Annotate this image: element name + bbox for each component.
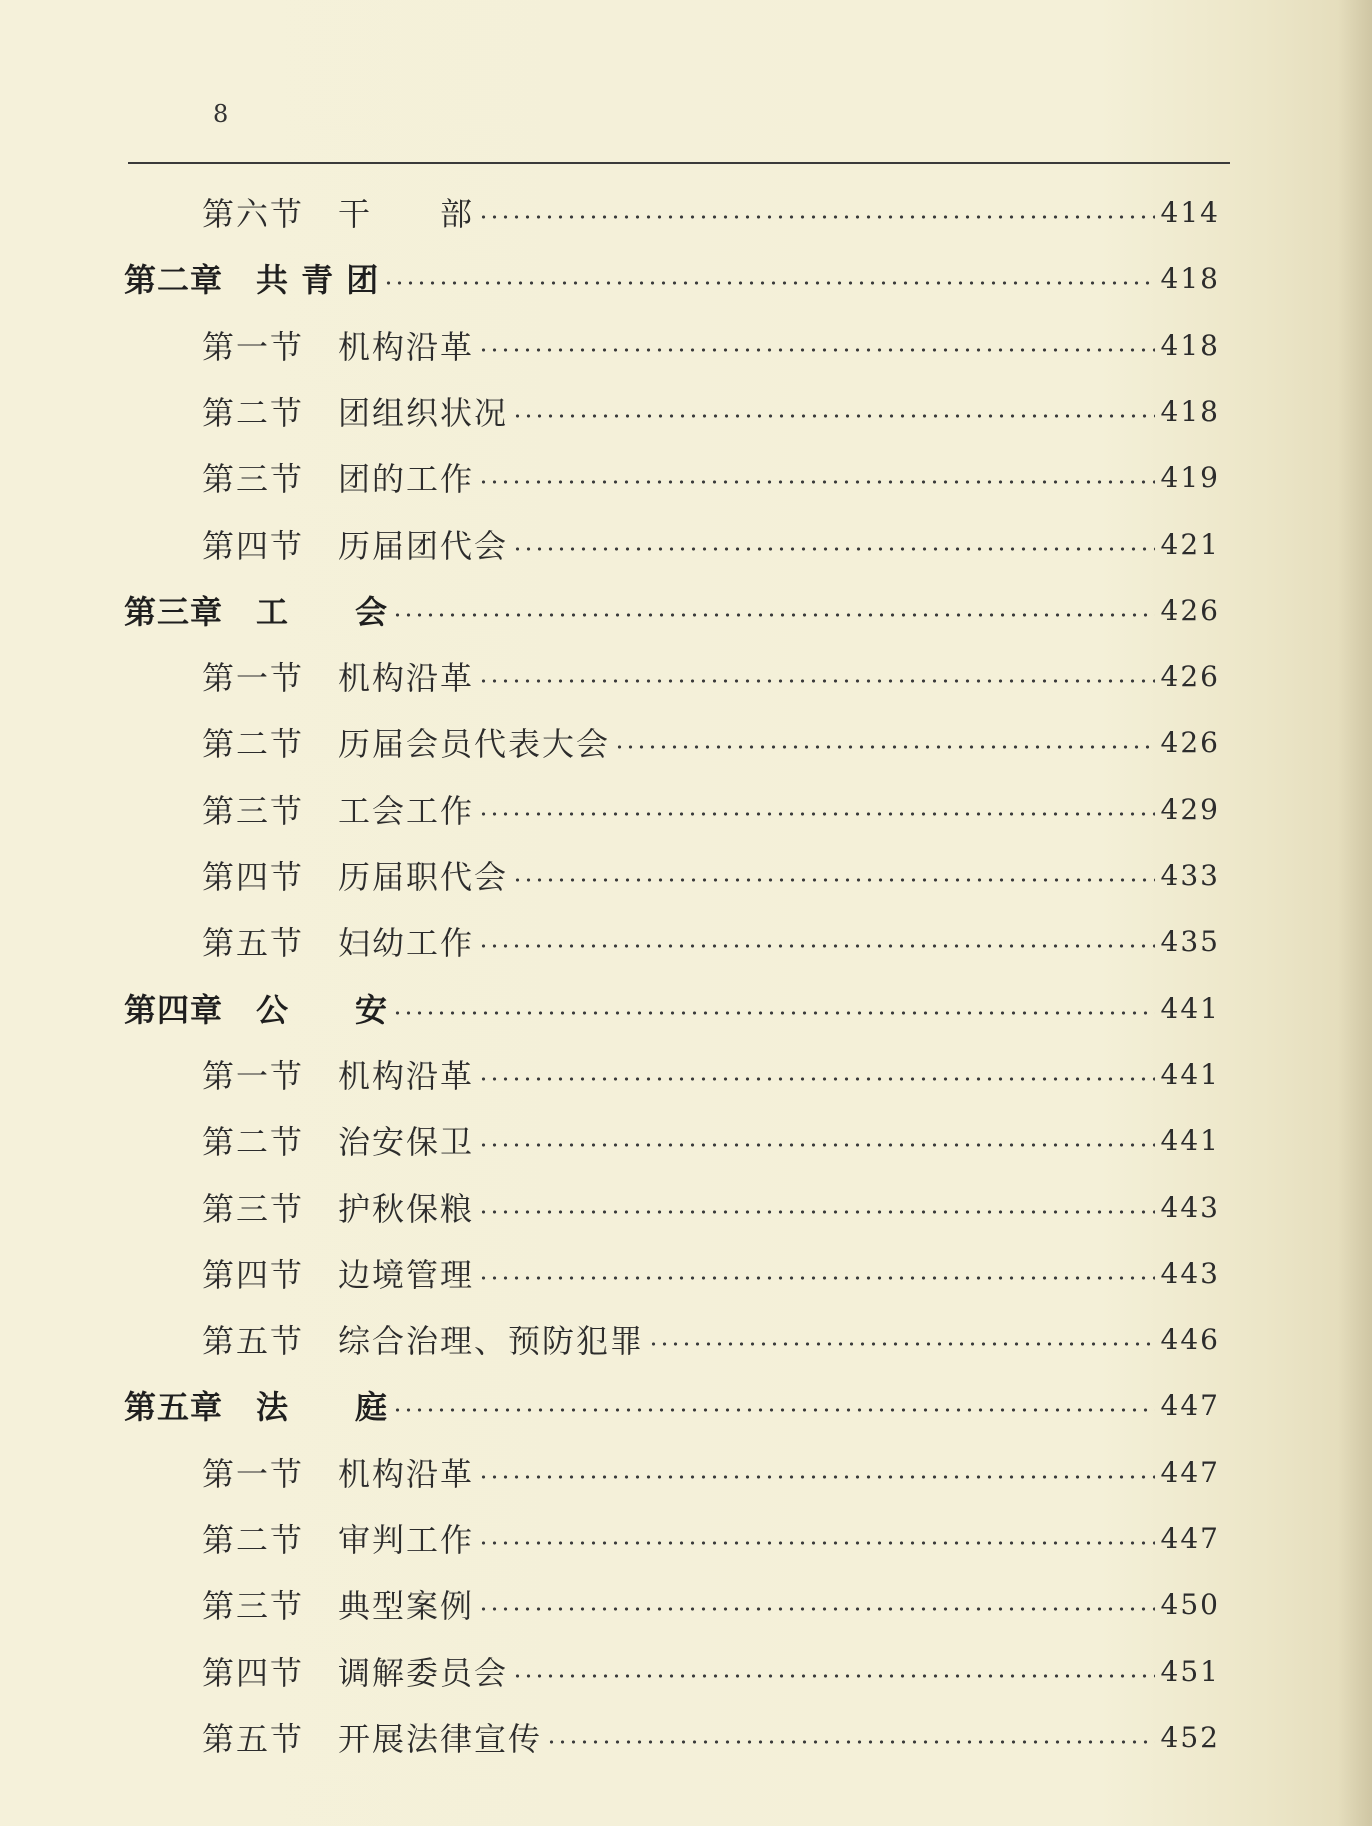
toc-entry-page: 429 xyxy=(1160,792,1220,826)
toc-entry-title: 第五节 开展法律宣传 xyxy=(202,1720,543,1758)
toc-entry-title: 第三章 工 会 xyxy=(124,593,389,631)
toc-section-entry xyxy=(0,787,1220,831)
dot-leader xyxy=(478,1474,1155,1480)
toc-entry-title: 第一节 机构沿革 xyxy=(202,659,475,697)
dot-leader xyxy=(478,1606,1155,1612)
toc-entry-page: 452 xyxy=(1160,1720,1220,1754)
dot-leader xyxy=(478,1142,1155,1148)
toc-section-entry xyxy=(0,1185,1220,1229)
toc-section-entry xyxy=(0,720,1220,764)
toc-entry-page: 447 xyxy=(1160,1521,1220,1555)
toc-entry-title: 第三节 团的工作 xyxy=(202,460,475,498)
toc-entry-title: 第二章 共 青 团 xyxy=(124,261,380,299)
toc-entry-title: 第二节 团组织状况 xyxy=(202,394,509,432)
toc-entry-title: 第六节 干 部 xyxy=(202,195,475,233)
dot-leader xyxy=(512,546,1155,552)
toc-entry-page: 421 xyxy=(1160,527,1220,561)
toc-entry-page: 446 xyxy=(1160,1322,1220,1356)
toc-section-entry xyxy=(0,919,1220,963)
dot-leader xyxy=(478,943,1155,949)
toc-section-entry xyxy=(0,190,1220,234)
toc-entry-page: 426 xyxy=(1160,593,1220,627)
toc-entry-page: 426 xyxy=(1160,725,1220,759)
toc-entry-page: 443 xyxy=(1160,1190,1220,1224)
toc-section-entry xyxy=(0,1118,1220,1162)
toc-section-entry xyxy=(0,1516,1220,1560)
dot-leader xyxy=(478,1209,1155,1215)
toc-section-entry xyxy=(0,323,1220,367)
toc-entry-title: 第四节 历届职代会 xyxy=(202,858,509,896)
toc-entry-page: 426 xyxy=(1160,659,1220,693)
dot-leader xyxy=(512,877,1155,883)
dot-leader xyxy=(478,678,1155,684)
toc-entry-page: 441 xyxy=(1160,1123,1220,1157)
toc-entry-title: 第四节 调解委员会 xyxy=(202,1654,509,1692)
toc-section-entry xyxy=(0,1715,1220,1759)
toc-entry-title: 第二节 历届会员代表大会 xyxy=(202,725,611,763)
toc-section-entry xyxy=(0,1251,1220,1295)
toc-entry-page: 447 xyxy=(1160,1455,1220,1489)
toc-section-entry xyxy=(0,1450,1220,1494)
toc-entry-title: 第三节 工会工作 xyxy=(202,792,475,830)
toc-entry-page: 435 xyxy=(1160,924,1220,958)
toc-section-entry xyxy=(0,1052,1220,1096)
toc-section-entry xyxy=(0,455,1220,499)
toc-entry-page: 418 xyxy=(1160,261,1220,295)
toc-entry-title: 第五节 综合治理、预防犯罪 xyxy=(202,1322,645,1360)
dot-leader xyxy=(392,1407,1155,1413)
toc-entry-page: 433 xyxy=(1160,858,1220,892)
dot-leader xyxy=(392,612,1155,618)
dot-leader xyxy=(512,413,1155,419)
toc-section-entry xyxy=(0,1582,1220,1626)
toc-entry-page: 443 xyxy=(1160,1256,1220,1290)
toc-section-entry xyxy=(0,389,1220,433)
toc-section-entry xyxy=(0,853,1220,897)
toc-entry-page: 418 xyxy=(1160,328,1220,362)
dot-leader xyxy=(478,347,1155,353)
toc-chapter-entry xyxy=(0,256,1220,300)
dot-leader xyxy=(648,1341,1155,1347)
dot-leader xyxy=(478,479,1155,485)
toc-entry-title: 第四节 边境管理 xyxy=(202,1256,475,1294)
dot-leader xyxy=(546,1739,1155,1745)
toc-entry-title: 第五节 妇幼工作 xyxy=(202,924,475,962)
toc-entry-title: 第五章 法 庭 xyxy=(124,1388,389,1426)
toc-chapter-entry xyxy=(0,986,1220,1030)
toc-section-entry xyxy=(0,1317,1220,1361)
toc-section-entry xyxy=(0,522,1220,566)
toc-entry-title: 第一节 机构沿革 xyxy=(202,1057,475,1095)
dot-leader xyxy=(478,811,1155,817)
toc-entry-page: 441 xyxy=(1160,1057,1220,1091)
toc-entry-page: 414 xyxy=(1160,195,1220,229)
toc-entry-title: 第三节 典型案例 xyxy=(202,1587,475,1625)
toc-entry-page: 418 xyxy=(1160,394,1220,428)
toc-entry-title: 第四节 历届团代会 xyxy=(202,527,509,565)
toc-entry-page: 451 xyxy=(1160,1654,1220,1688)
dot-leader xyxy=(478,214,1155,220)
toc-entry-page: 450 xyxy=(1160,1587,1220,1621)
dot-leader xyxy=(478,1540,1155,1546)
dot-leader xyxy=(383,280,1154,286)
toc-entry-page: 441 xyxy=(1160,991,1220,1025)
dot-leader xyxy=(478,1275,1155,1281)
toc-section-entry xyxy=(0,654,1220,698)
toc-entry-page: 419 xyxy=(1160,460,1220,494)
toc-entry-title: 第一节 机构沿革 xyxy=(202,1455,475,1493)
toc-chapter-entry xyxy=(0,1383,1220,1427)
toc-entry-title: 第一节 机构沿革 xyxy=(202,328,475,366)
toc-chapter-entry xyxy=(0,588,1220,632)
dot-leader xyxy=(392,1010,1155,1016)
toc-section-entry xyxy=(0,1649,1220,1693)
dot-leader xyxy=(512,1673,1155,1679)
toc-entry-title: 第三节 护秋保粮 xyxy=(202,1190,475,1228)
dot-leader xyxy=(478,1076,1155,1082)
toc-entry-page: 447 xyxy=(1160,1388,1220,1422)
dot-leader xyxy=(614,744,1155,750)
page-number: 8 xyxy=(213,100,229,128)
toc-entry-title: 第二节 治安保卫 xyxy=(202,1123,475,1161)
toc-entry-title: 第二节 审判工作 xyxy=(202,1521,475,1559)
toc-entry-title: 第四章 公 安 xyxy=(124,991,389,1029)
